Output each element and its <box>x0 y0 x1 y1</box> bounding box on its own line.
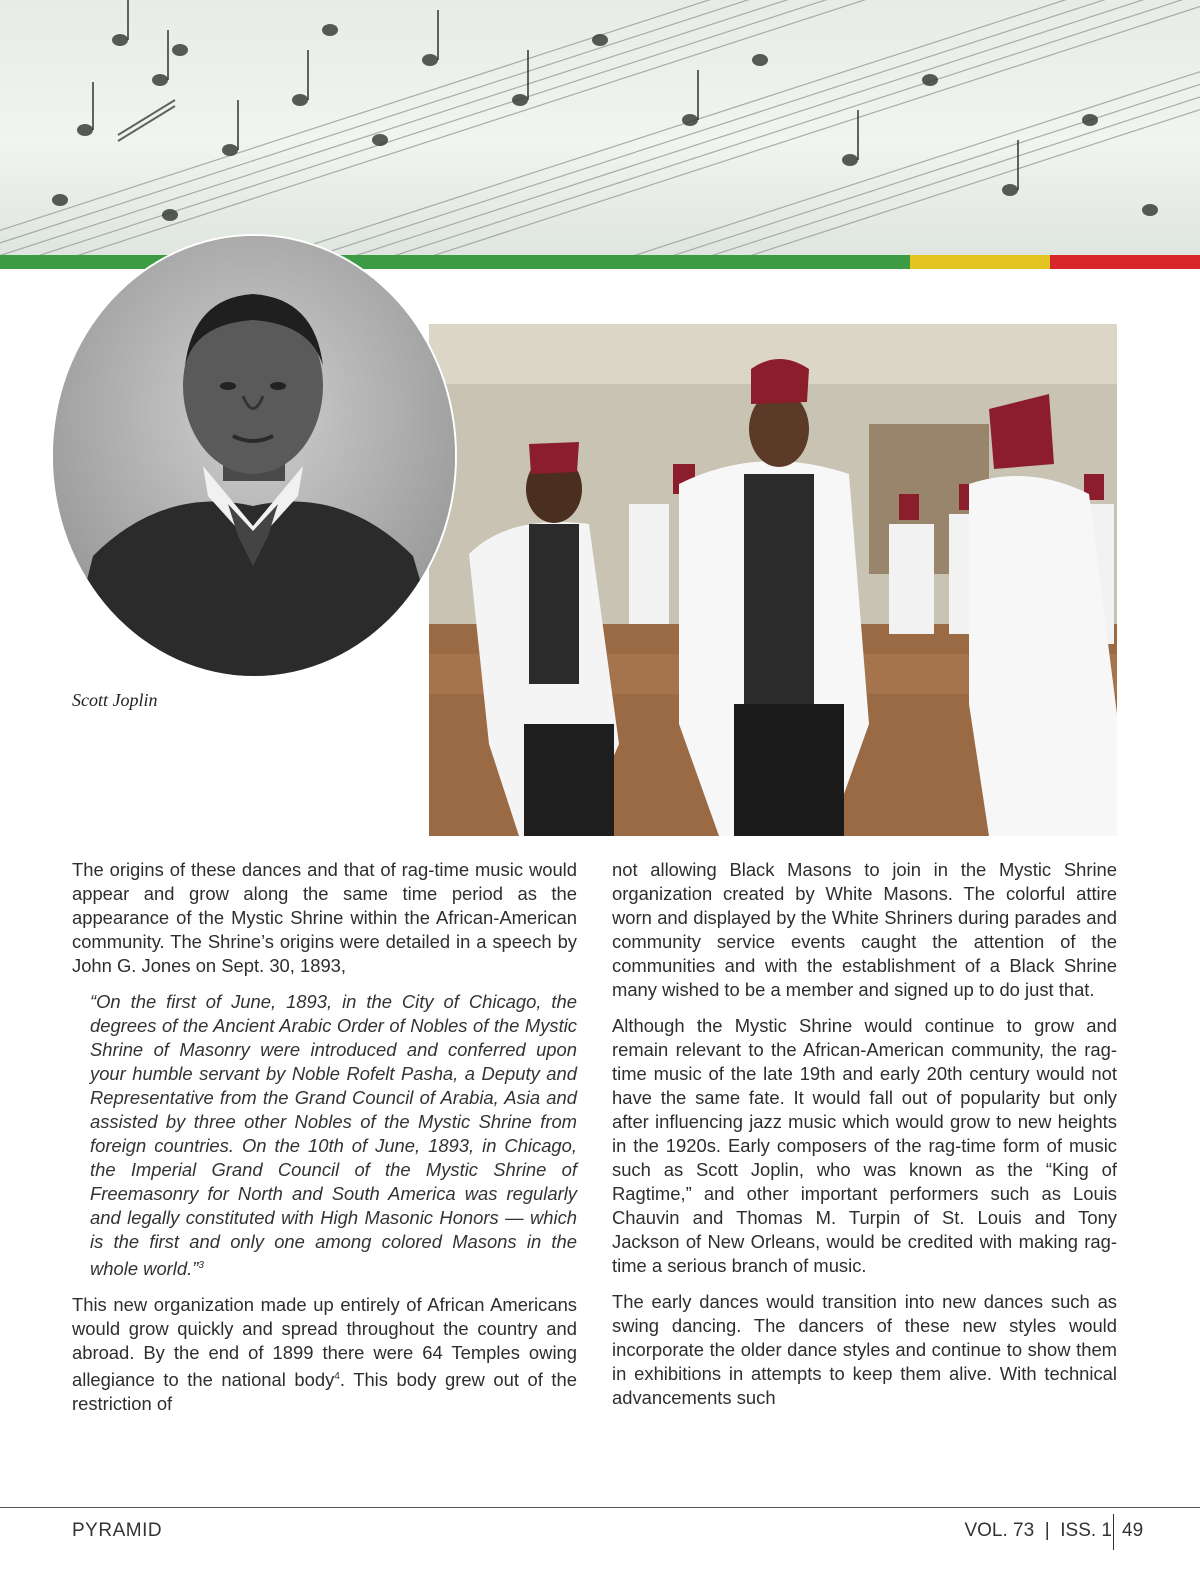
article-column-left <box>72 858 577 1428</box>
sheet-music-banner <box>0 0 1200 255</box>
paragraph: Although the Mystic Shrine would continue to grow and remain relevant to the African-American community, the rag-time music of the late 19th and early 20th century would not have the same fate. It would fall out of popularity but only after influencing jazz music which would grow to new heights in the 1920s. Early composers of the rag-time form of music such as Scott Joplin, who was known as the “King of Ragtime,” and other important performers such as Louis Chauvin and Thomas M. Turpin of St. Louis and Tony Jackson of New Orleans, would be credited with making rag-time a serious branch of music. <box>612 1015 1117 1276</box>
stripe-red <box>1050 255 1200 269</box>
shriners-illustration <box>429 324 1117 836</box>
quote-text: “On the first of June, 1893, in the City of Chicago, the degrees of the Ancient Arabic Order of Nobles of the Mystic Shrine of Masonry were introduced and conferred upon your humble servant by Noble Rofelt Pasha, a Deputy and Representative from the Grand Council of Arabia, Asia and assisted by three other Nobles of the Mystic Shrine from foreign countries. On the 10th of June, 1893, in Chicago, the Imperial Grand Council of the Mystic Shrine of Freemasonry for North and South America was regularly and legally constituted with High Masonic Honors — which is the first and only one among colored Masons in the whole world.” <box>90 991 577 1280</box>
shriners-dance-photo <box>429 324 1117 836</box>
footer-rule <box>0 1507 1200 1508</box>
paragraph-text: This new organization made up entirely of African Americans would grow quickly and spread throughout the country and abroad. By the end of 1899 there were 64 Temples owing allegiance to the national body <box>72 1294 577 1391</box>
paragraph: The early dances would transition into new dances such as swing dancing. The dancers of these new styles would incorporate the older dance styles and continue to show them in exhibitions in attempts to keep them alive. With technical advancements such <box>612 1291 1117 1408</box>
paragraph <box>72 1293 577 1416</box>
portrait-illustration <box>53 236 455 676</box>
paragraph-text: . This body grew out of the restriction of <box>72 1369 577 1415</box>
portrait-caption: Scott Joplin <box>72 690 158 710</box>
issue-info: VOL. 73 | ISS. 1 <box>964 1520 1112 1541</box>
paragraph: The origins of these dances and that of rag-time music would appear and grow along the same time period as the appearance of the Mystic Shrine within the African-American community. The Shrine’s origins were detailed in a speech by John G. Jones on Sept. 30, 1893, <box>72 859 577 976</box>
article-column-right <box>612 858 1117 1422</box>
sheet-music-illustration <box>0 0 1200 255</box>
paragraph: not allowing Black Masons to join in the Mystic Shrine organization created by White Masons. The colorful attire worn and displayed by the White Shriners during parades and community service events caught the attention of the communities and with the establishment of a Black Shrine many wished to be a member and signed up to do just that. <box>612 859 1117 1000</box>
footnote-marker: 4 <box>334 1371 340 1383</box>
stripe-green <box>0 255 910 269</box>
page-number: 49 <box>1122 1520 1144 1541</box>
stripe-yellow <box>910 255 1050 269</box>
footnote-marker: 3 <box>198 1260 204 1271</box>
footer-separator <box>1113 1514 1114 1550</box>
quote-block <box>90 990 577 1281</box>
publication-name: PYRAMID <box>72 1520 163 1541</box>
portrait-photo <box>53 236 455 676</box>
